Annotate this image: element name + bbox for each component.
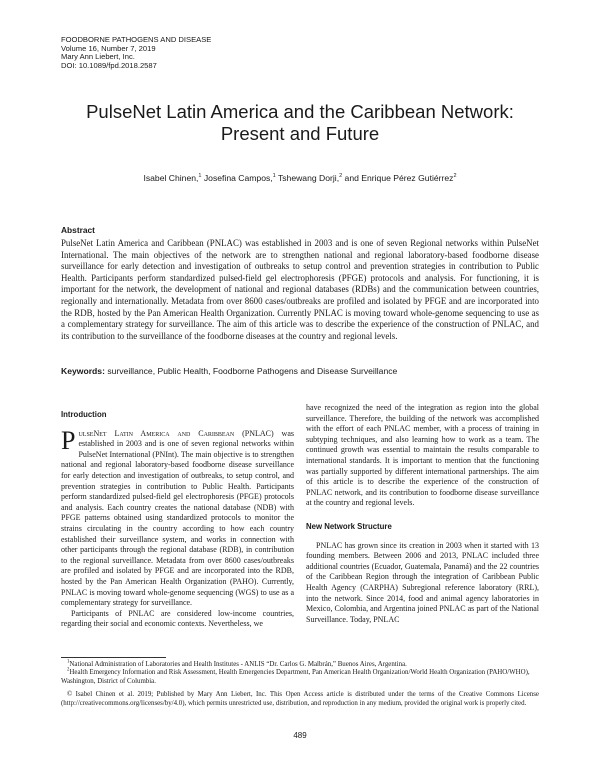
article-title-line-2: Present and Future [220,123,380,144]
license-notice: © Isabel Chinen et al. 2019; Published by Mary Ann Liebert, Inc. This Open Access article is distributed under the terms of the Creative Commons License (http://creativecommons.org/licenses/by/4.0), which permits unrestricted use, distribution, and reproduction in any medium, provided the original work is properly cited. [61,691,539,707]
right-column [306,403,539,625]
footnote-affiliation-2 [61,669,539,686]
footnote-mark: 1 [67,659,70,665]
keywords-text: surveillance, Public Health, Foodborne Pathogens and Disease Surveillance [104,366,398,376]
journal-name: FOODBORNE PATHOGENS AND DISEASE [61,35,212,44]
introduction-paragraph-1-text: (PNLAC) was established in 2003 and is one of seven regional networks within PulseNet International (PNInt). The main objective is to strengthen national and regional laboratory-based foodborne disease surveillance for early detection and investigation of outbreaks, to setup control, and prevention strategies in contribution to Public Health. Participants perform standardized pulsed-field gel electrophoresis (PFGE) protocols and analysis. Each country creates the national database (NDB) with PFGE patterns obtained using standardized protocols to monitor the strains circulating in the country according to how each country established their surveillance system, and works in connection with other participants through the regional database (RDB), in contribution to the regional surveillance. Metadata from over 8600 cases/outbreaks are profiled and isolated by PFGE and are incorporated into the RDB, hosted by the Pan American Health Organization (PAHO). Currently, PNLAC is moving toward whole-genome sequencing (WGS) to use as a complementary strategy for surveillance. [61,428,294,608]
left-column [61,410,294,630]
drop-cap: P [61,425,76,455]
introduction-paragraph-2-continued: have recognized the need of the integration as region into the global surveillance. Therefore, the building of the network was accomplished with the effort of each PNLAC member, with a process of training in subtyping techniques, and also learning how to work as a team. The continued growth was essential to maintain the results comparable to international standards. It is important to mention that the functioning was partially supported by different international partnerships. The aim of this article is to describe the experience of the construction of PNLAC network, and its contribution to foodborne disease surveillance at the country and regional levels. [306,403,539,508]
introduction-paragraph-2: Participants of PNLAC are considered low-income countries, regarding their social and economic contexts. Nevertheless, we [61,608,294,629]
keywords [61,366,539,376]
journal-header [61,36,211,70]
journal-doi: DOI: 10.1089/fpd.2018.2587 [61,60,157,70]
author-name: Josefina Campos, [201,173,273,183]
journal-publisher: Mary Ann Liebert, Inc. [61,52,135,62]
keywords-label: Keywords: [61,366,105,376]
journal-volume: Volume 16, Number 7, 2019 [61,43,156,53]
footnote-divider [61,657,166,658]
new-network-heading: New Network Structure [306,521,392,531]
author-affiliation-mark: 1 [272,173,276,180]
network-name-smallcaps: ulseNet Latin America and Caribbean [78,428,235,438]
article-title [40,101,560,145]
footnote-mark: 2 [67,668,70,674]
introduction-paragraph-1 [61,425,294,609]
abstract-heading: Abstract [61,225,95,235]
abstract-text: PulseNet Latin America and Caribbean (PNLAC) was established in 2003 and is one of seven Regional networks within PulseNet International. The main objectives of the network are to strengthen national and regional laboratory-based foodborne disease surveillance for early detection and investigation of outbreaks to setup control and prevention strategies in contribution to Public Health. Participants perform standardized pulsed-field gel electrophoresis (PFGE) protocols and analysis. For functioning, it is important for the network, the development of national and regional databases (RDBs) and the communication between countries, regionally and internationally. Metadata from over 8600 cases/outbreaks are profiled and isolated by PFGE and are incorporated into the RDB, hosted by the Pan American Health Organization. Currently PNLAC is moving toward whole-genome sequencing to use as a complementary strategy for surveillance. The aim of this article was to describe the experience of the construction of PNLAC, and its contribution to the surveillance of the foodborne diseases at the country and regional levels. [61,238,539,341]
author-affiliation-mark: 2 [339,173,343,180]
author-affiliation-mark: 2 [453,173,457,180]
author-list [40,173,560,183]
article-title-line-1: PulseNet Latin America and the Caribbean Network: [86,101,514,122]
page-number: 489 [293,731,307,740]
author-name: and Enrique Pérez Gutiérrez [342,173,454,183]
author-name: Isabel Chinen, [143,173,199,183]
footnote-text: Health Emergency Information and Risk Assessment, Health Emergencies Department, Pan American Health Organization/World Health Organization (PAHO/WHO), Washington, District of Columbia. [61,669,530,685]
introduction-heading: Introduction [61,410,107,419]
new-network-paragraph-1: PNLAC has grown since its creation in 2003 when it started with 13 founding members. Between 2006 and 2013, PNLAC included three additional countries (Ecuador, Guatemala, Panamá) and the 22 countries of the Caribbean Region through the integration of Caribbean Public Health Agency (CARPHA) Subregional reference laboratory (RRL), into the network. Since 2014, food and animal agency laboratories in Mexico, Colombia, and Argentina joined PNLAC as part of the National Surveillance. Today, PNLAC [306,540,539,624]
author-affiliation-mark: 1 [198,173,202,180]
footnotes [61,661,539,708]
footnote-text: National Administration of Laboratories and Health Institutes - ANLIS “Dr. Carlos G. Malbrán,” Buenos Aires, Argentina. [69,661,407,668]
author-name: Tshewang Dorji, [275,173,340,183]
